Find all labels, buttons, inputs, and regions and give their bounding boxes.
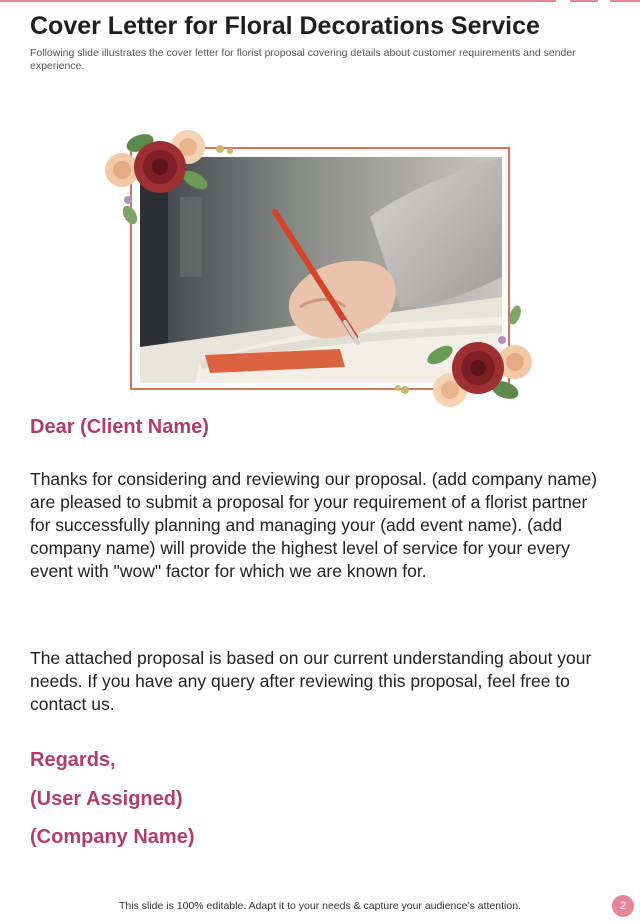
top-accent-segment bbox=[610, 0, 640, 2]
letter-paragraph: The attached proposal is based on our current understanding about your needs. If you have any query after reviewing this proposal, feel free to contact us. bbox=[30, 648, 592, 714]
footer-note: This slide is 100% editable. Adapt it to your needs & capture your audience’s attention. bbox=[119, 900, 521, 912]
top-accent-line bbox=[0, 0, 556, 2]
letter-signature-user: (User Assigned) bbox=[30, 788, 183, 810]
letter-signature-company: (Company Name) bbox=[30, 826, 195, 848]
flower-cluster-top-left bbox=[100, 125, 250, 245]
letter-regards: Regards, bbox=[30, 749, 116, 771]
flower-cluster-bottom-right bbox=[390, 300, 540, 410]
page-title: Cover Letter for Floral Decorations Service bbox=[30, 12, 540, 40]
top-accent-segment bbox=[570, 0, 598, 2]
letter-greeting: Dear (Client Name) bbox=[30, 416, 209, 438]
photo-area bbox=[100, 125, 540, 410]
letter-paragraph: Thanks for considering and reviewing our proposal. (add company name) are pleased to submit a proposal for your requirement of a florist partner for successfully planning and managing your (add event name). (add company name) will provide the highest level of service for your every event with "wow" factor for which we are known for. bbox=[30, 469, 598, 581]
page-number-badge: 2 bbox=[612, 895, 634, 917]
page-subtitle: Following slide illustrates the cover letter for florist proposal covering details about customer requirements and sender experience. bbox=[30, 47, 576, 72]
